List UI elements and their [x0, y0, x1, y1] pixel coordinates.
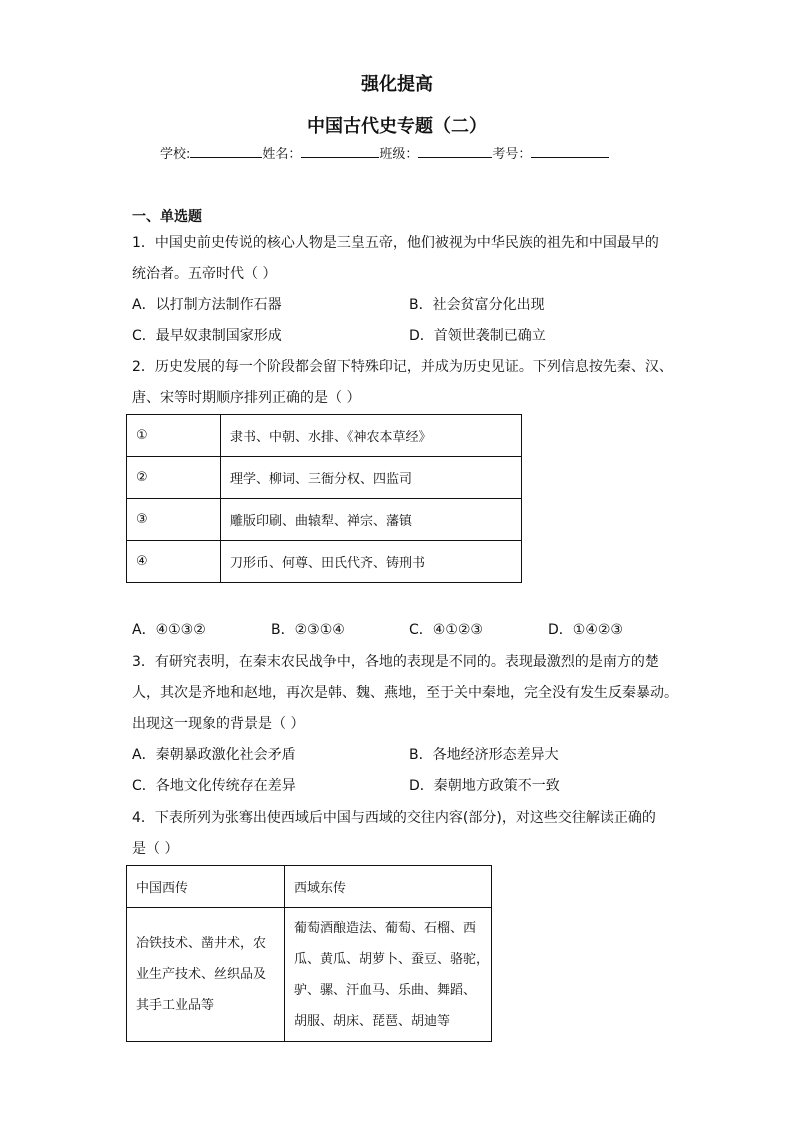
q2-option-d[interactable]: D．①④②③	[548, 622, 623, 638]
q2-option-b[interactable]: B．②③①④	[271, 622, 345, 638]
class-blank[interactable]	[418, 143, 492, 158]
q3-stem-line2: 人，其次是齐地和赵地，再次是韩、魏、燕地，至于关中秦地，完全没有发生反秦暴动。	[132, 685, 678, 701]
table-row	[127, 415, 522, 457]
student-info-line	[160, 143, 609, 165]
section-heading: 一、单选题	[132, 209, 202, 225]
table-row	[127, 866, 492, 908]
q3-option-c[interactable]: C．各地文化传统存在差异	[132, 778, 296, 794]
q1-option-b[interactable]: B．社会贫富分化出现	[409, 297, 545, 313]
q1-option-a[interactable]: A．以打制方法制作石器	[132, 297, 282, 313]
q1-option-d[interactable]: D．首领世袭制已确立	[409, 328, 546, 344]
table-row	[127, 541, 522, 583]
q4-east-line: 葡萄酒酿造法、葡萄、石榴、西	[294, 920, 477, 936]
q2-row-no: ②	[127, 457, 221, 499]
q2-option-a[interactable]: A．④①③②	[132, 622, 206, 638]
q4-header-east: 西域东传	[285, 866, 492, 908]
q1-option-c[interactable]: C．最早奴隶制国家形成	[132, 328, 282, 344]
q2-row-no: ③	[127, 499, 221, 541]
q1-stem-line2: 统治者。五帝时代（ ）	[132, 266, 277, 282]
q3-option-b[interactable]: B．各地经济形态差异大	[409, 747, 559, 763]
q3-option-d[interactable]: D．秦朝地方政策不一致	[409, 778, 560, 794]
q4-stem-line1: 4．下表所列为张骞出使西域后中国与西域的交往内容(部分)，对这些交往解读正确的	[132, 810, 656, 826]
table-row	[127, 457, 522, 499]
name-label: 姓名：	[262, 147, 302, 162]
school-label: 学校:	[160, 147, 191, 162]
q4-stem-line2: 是（ ）	[132, 841, 179, 857]
q2-row-no: ①	[127, 415, 221, 457]
q2-row-content: 理学、柳词、三衙分权、四监司	[221, 457, 522, 499]
q1-stem-line1: 1．中国史前史传说的核心人物是三皇五帝，他们被视为中华民族的祖先和中国最早的	[132, 235, 659, 251]
school-blank[interactable]	[190, 143, 262, 158]
q2-row-content: 刀形币、何尊、田氏代齐、铸刑书	[221, 541, 522, 583]
q2-row-no: ④	[127, 541, 221, 583]
q4-cell-west	[127, 908, 285, 1042]
q4-table	[126, 865, 492, 1042]
exam-no-blank[interactable]	[531, 143, 609, 158]
q2-row-content: 雕版印刷、曲辕犁、禅宗、藩镇	[221, 499, 522, 541]
q2-stem-line2: 唐、宋等时期顺序排列正确的是（ ）	[132, 390, 361, 406]
q2-stem-line1: 2．历史发展的每一个阶段都会留下特殊印记，并成为历史见证。下列信息按先秦、汉、	[132, 359, 673, 375]
q4-header-west: 中国西传	[127, 866, 285, 908]
q4-west-line: 业生产技术、丝织品及	[136, 967, 267, 982]
q3-stem-line3: 出现这一现象的背景是（ ）	[132, 716, 305, 732]
table-row	[127, 908, 492, 1042]
q4-west-line: 其手工业品等	[136, 998, 215, 1013]
q2-table	[126, 414, 522, 583]
q3-stem-line1: 3．有研究表明，在秦末农民战争中，各地的表现是不同的。表现最激烈的是南方的楚	[132, 654, 659, 670]
exam-no-label: 考号：	[492, 147, 532, 162]
page-title: 强化提高	[361, 74, 433, 95]
q4-east-line: 驴、骡、汗血马、乐曲、舞蹈、	[294, 982, 477, 998]
table-row	[127, 499, 522, 541]
q4-west-line: 冶铁技术、凿井术，农	[136, 936, 267, 951]
q2-row-content: 隶书、中朝、水排、《神农本草经》	[221, 415, 522, 457]
q2-option-c[interactable]: C．④①②③	[409, 622, 483, 638]
page-subtitle: 中国古代史专题（二）	[307, 116, 487, 137]
name-blank[interactable]	[301, 143, 379, 158]
q4-east-line: 瓜、黄瓜、胡萝卜、蚕豆、骆驼，	[294, 951, 490, 967]
q4-east-line: 胡服、胡床、琵琶、胡迪等	[294, 1013, 451, 1029]
class-label: 班级：	[379, 147, 419, 162]
q4-cell-east	[285, 908, 492, 1042]
q3-option-a[interactable]: A．秦朝暴政激化社会矛盾	[132, 747, 296, 763]
